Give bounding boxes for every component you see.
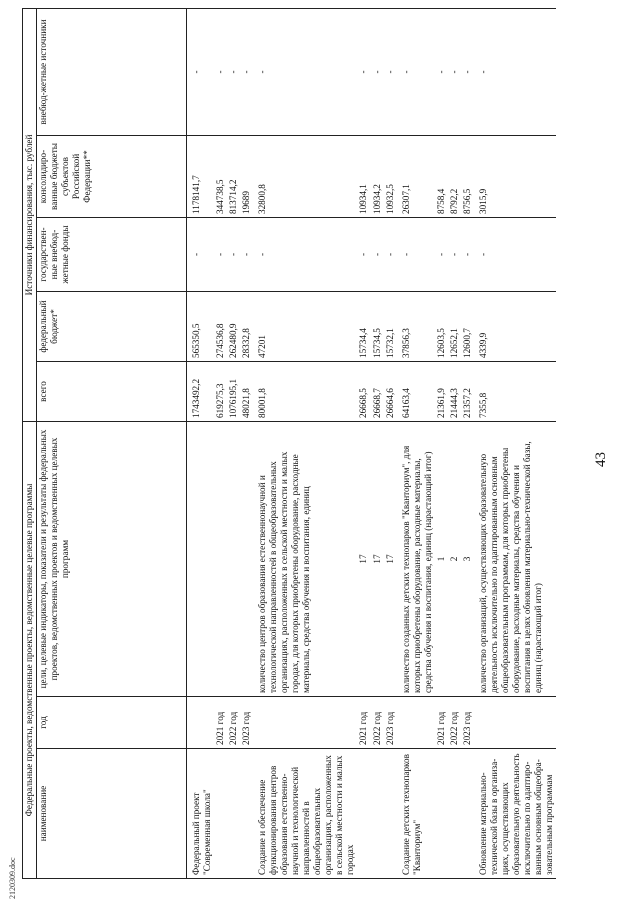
table-row — [227, 8, 240, 878]
row-goal: 1 — [435, 422, 448, 697]
row-total: 21357,2 — [461, 362, 474, 422]
row-goal — [227, 422, 240, 697]
row-year: 2022 год — [371, 697, 384, 749]
row-offbudget: - — [435, 8, 448, 135]
document-id: 2120309.doc — [8, 857, 17, 899]
row-federal: 15734,5 — [371, 292, 384, 362]
row-federal: 37856,3 — [397, 292, 435, 362]
row-federal: 15734,4 — [357, 292, 370, 362]
table-row — [214, 8, 227, 878]
header-group-projects: Федеральные проекты, ведомственные проекты, ведомственные целевые программы — [23, 422, 37, 879]
row-name: Федеральный проект "Современная школа" — [187, 749, 215, 879]
row-total: 7355,8 — [474, 362, 556, 422]
row-offbudget: - — [240, 8, 253, 135]
row-regional: 8758,4 — [435, 136, 448, 218]
row-name — [384, 749, 397, 879]
row-year: 2021 год — [435, 697, 448, 749]
row-year: 2021 год — [214, 697, 227, 749]
row-goal: количество организаций, осуществляющих образовательную деятельность исключительно по адаптированным основным общеобразовательным программам, для которых приобретены оборудование, расходные материалы, средства обучения и воспитания в целях обновления материально-технической базы, единиц (нарастающий итог) — [474, 422, 556, 697]
row-regional: 813714,2 — [227, 136, 240, 218]
row-name — [227, 749, 240, 879]
row-regional: 32800,8 — [253, 136, 357, 218]
row-total: 1743492,2 — [187, 362, 215, 422]
row-regional: 344738,5 — [214, 136, 227, 218]
header-state-funds: государствен-ные внебюд-жетные фонды — [37, 218, 187, 292]
row-year: 2022 год — [227, 697, 240, 749]
row-name — [371, 749, 384, 879]
row-year — [397, 697, 435, 749]
header-regional: консолидиро-ванные бюджеты субъектов Российской Федерации** — [37, 136, 187, 218]
row-state-funds: - — [371, 218, 384, 292]
table-row — [384, 8, 397, 878]
row-goal: 17 — [384, 422, 397, 697]
row-goal — [214, 422, 227, 697]
row-state-funds: - — [214, 218, 227, 292]
header-goals: цели, целевые индикаторы, показатели и результаты федеральных проектов, ведомственных проектов и ведомственных целевых программ — [37, 422, 187, 697]
row-name: Создание детских технопарков "Кванториум" — [397, 749, 435, 879]
row-goal — [240, 422, 253, 697]
row-offbudget: - — [357, 8, 370, 135]
row-total: 1076195,1 — [227, 362, 240, 422]
table-row — [187, 8, 215, 878]
row-state-funds: - — [474, 218, 556, 292]
row-regional: 19689 — [240, 136, 253, 218]
row-total: 21444,3 — [448, 362, 461, 422]
row-federal: 565350,5 — [187, 292, 215, 362]
row-federal: 12600,7 — [461, 292, 474, 362]
row-regional: 10934,2 — [371, 136, 384, 218]
header-year: год — [37, 697, 187, 749]
row-goal: количество созданных детских технопарков "Кванториум", для которых приобретены оборудование, расходные материалы, средства обучения и воспитания, единиц (нарастающий итог) — [397, 422, 435, 697]
row-year — [253, 697, 357, 749]
row-federal: 274536,8 — [214, 292, 227, 362]
row-regional: 3015,9 — [474, 136, 556, 218]
row-total: 21361,9 — [435, 362, 448, 422]
row-goal: 17 — [371, 422, 384, 697]
row-year: 2022 год — [448, 697, 461, 749]
row-federal: 262480,9 — [227, 292, 240, 362]
row-federal: 4339,9 — [474, 292, 556, 362]
row-regional: 26307,1 — [397, 136, 435, 218]
row-state-funds: - — [384, 218, 397, 292]
row-offbudget: - — [227, 8, 240, 135]
row-offbudget: - — [214, 8, 227, 135]
row-total: 26664,6 — [384, 362, 397, 422]
row-regional: 8792,2 — [448, 136, 461, 218]
row-state-funds: - — [187, 218, 215, 292]
row-state-funds: - — [397, 218, 435, 292]
row-total: 619275,3 — [214, 362, 227, 422]
row-regional: 8756,5 — [461, 136, 474, 218]
row-goal: 2 — [448, 422, 461, 697]
row-name — [357, 749, 370, 879]
row-name — [240, 749, 253, 879]
row-name — [448, 749, 461, 879]
row-regional: 10934,1 — [357, 136, 370, 218]
row-state-funds: - — [253, 218, 357, 292]
table-row — [397, 8, 435, 878]
row-name: Обновление материально-технической базы в организа-циях, осуществляющих образовательную деятельность исключительно по адаптиро-ванным основным общеобра-зовательным программам — [474, 749, 556, 879]
row-offbudget: - — [397, 8, 435, 135]
row-state-funds: - — [435, 218, 448, 292]
row-offbudget: - — [187, 8, 215, 135]
row-regional: 1178141,7 — [187, 136, 215, 218]
header-federal: федеральный бюджет* — [37, 292, 187, 362]
table-row — [461, 8, 474, 878]
row-state-funds: - — [240, 218, 253, 292]
row-year — [474, 697, 556, 749]
row-offbudget: - — [461, 8, 474, 135]
row-year: 2021 год — [357, 697, 370, 749]
row-state-funds: - — [448, 218, 461, 292]
row-federal: 28332,8 — [240, 292, 253, 362]
row-year: 2023 год — [384, 697, 397, 749]
row-total: 26668,5 — [357, 362, 370, 422]
row-name: Создание и обеспечение функционирования центров образования естественно-научной и технологической направленностей в общеобразовательных организациях, расположенных в сельской местности и малых городах — [253, 749, 357, 879]
row-goal: количество центров образования естественнонаучной и технологической направленностей в общеобразовательных организациях, расположенных в сельской местности и малых городах, для которых приобретены оборудование, расходные материалы, средства обучения и воспитания, единиц — [253, 422, 357, 697]
row-federal: 15732,1 — [384, 292, 397, 362]
header-group-sources: Источники финансирования, тыс. рублей — [23, 8, 37, 421]
row-total: 48021,8 — [240, 362, 253, 422]
table-row — [435, 8, 448, 878]
table-row — [357, 8, 370, 878]
financing-table — [22, 8, 556, 879]
row-state-funds: - — [357, 218, 370, 292]
row-name — [214, 749, 227, 879]
header-name: наименование — [37, 749, 187, 879]
table-row — [253, 8, 357, 878]
row-goal: 17 — [357, 422, 370, 697]
header-offbudget: внебюд-жетные источники — [37, 8, 187, 135]
row-year: 2023 год — [461, 697, 474, 749]
row-federal: 12652,1 — [448, 292, 461, 362]
row-year: 2023 год — [240, 697, 253, 749]
row-offbudget: - — [384, 8, 397, 135]
table-row — [448, 8, 461, 878]
row-goal: 3 — [461, 422, 474, 697]
row-federal: 47201 — [253, 292, 357, 362]
table-row — [240, 8, 253, 878]
row-year — [187, 697, 215, 749]
table-row — [474, 8, 556, 878]
row-regional: 10932,5 — [384, 136, 397, 218]
row-total: 64163,4 — [397, 362, 435, 422]
header-total: всего — [37, 362, 187, 422]
page-number: 43 — [593, 452, 609, 467]
row-total: 80001,8 — [253, 362, 357, 422]
row-goal — [187, 422, 215, 697]
row-state-funds: - — [461, 218, 474, 292]
row-state-funds: - — [227, 218, 240, 292]
row-offbudget: - — [474, 8, 556, 135]
row-total: 26668,7 — [371, 362, 384, 422]
row-offbudget: - — [253, 8, 357, 135]
row-offbudget: - — [448, 8, 461, 135]
table-row — [371, 8, 384, 878]
row-federal: 12603,5 — [435, 292, 448, 362]
row-name — [461, 749, 474, 879]
row-offbudget: - — [371, 8, 384, 135]
row-name — [435, 749, 448, 879]
